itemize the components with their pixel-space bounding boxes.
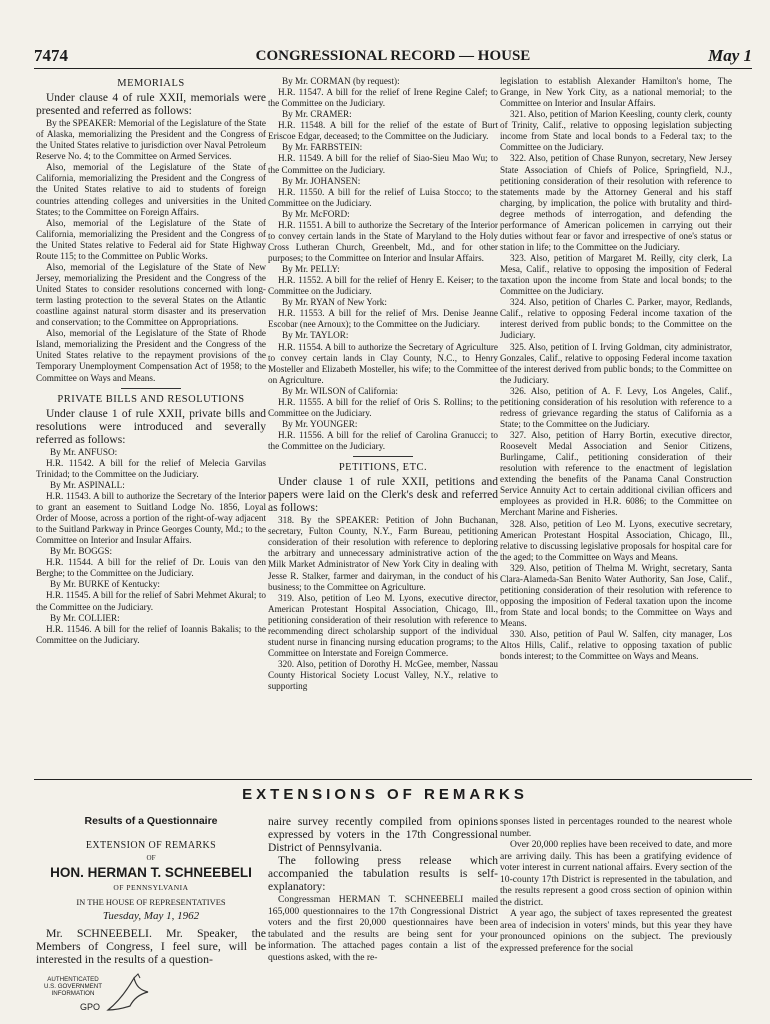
logo-line: INFORMATION: [51, 990, 95, 998]
header-date: May 1: [708, 46, 752, 65]
bill-entry: H.R. 11550. A bill for the relief of Luisa Stocco; to the Committee on the Judiciary.: [268, 186, 498, 208]
press-release-paragraph: sponses listed in percentages rounded to the nearest whole number.: [500, 816, 732, 839]
publication-title: CONGRESSIONAL RECORD — HOUSE: [255, 48, 531, 64]
memorial-paragraph: Also, memorial of the Legislature of the State of Rhode Island, memorializing the President and the Congress of the United States relative to the repayment provisions of the Temporary Unemployment Compensation Act of 1958; to the Committee on Ways and Means.: [36, 328, 266, 383]
page-number: 7474: [34, 46, 68, 65]
extension-title: Results of a Questionnaire: [84, 815, 218, 827]
extension-column-2: [268, 816, 498, 963]
section-divider: [353, 456, 413, 457]
sponsor-line: By Mr. ANFUSO:: [50, 446, 118, 457]
sponsor-line: By Mr. RYAN of New York:: [282, 297, 387, 308]
sponsor-line: By Mr. YOUNGER:: [282, 418, 358, 429]
member-state: OF PENNSYLVANIA: [113, 883, 189, 892]
bill-entry: H.R. 11548. A bill for the relief of the estate of Burt Eriscoe Edgar, deceased; to the Committee on the Judiciary.: [268, 120, 498, 142]
sponsor-line: By Mr. CRAMER:: [282, 109, 352, 120]
petition-entry: 321. Also, petition of Marion Keesling, county clerk, county of Trinity, Calif., relative to opposing legislation subjecting income from State and local bonds to a Federal tax; to the Committee on the Judiciary.: [500, 109, 732, 153]
memorial-paragraph: Also, memorial of the Legislature of the State of New Jersey, memorializing the President and the Congress of the United States to consider resolutions concerned with long-term lasting protection to the several States on the Atlantic coastline against natural storm disaster and its preservation and conservation; to the Committee on Appropriations.: [36, 261, 266, 328]
press-release-paragraph: Congressman HERMAN T. SCHNEEBELI mailed 165,000 questionnaires to the 17th Congressional District voters and the first 20,000 questionnaires have been tabulated and the results are being sent for your information. The attached pages contain a list of the questions asked, with the re-: [268, 894, 498, 963]
extension-of: OF: [146, 854, 156, 862]
petition-entry: 330. Also, petition of Paul W. Salfen, city manager, Los Altos Hills, Calif., relative to opposing taxation of public bonds interest; to the Committee on Ways and Means.: [500, 629, 732, 662]
sponsor-line: By Mr. COLLIER:: [50, 612, 120, 623]
sponsor-line: By Mr. ASPINALL:: [50, 479, 125, 490]
petition-entry: 323. Also, petition of Margaret M. Reilly, city clerk, La Mesa, Calif., relative to opposing the imposition of Federal taxation upon the income from State and local bonds; to the Committee on the Judiciary.: [500, 253, 732, 297]
memorial-paragraph: Also, memorial of the Legislature of the State of California, memorializing the President and the Congress of the United States relative to Federal aid for State Highway Route 115; to the Committee on Public Works.: [36, 217, 266, 261]
extension-date: Tuesday, May 1, 1962: [102, 910, 200, 922]
column-3: [500, 76, 732, 662]
press-release-paragraph: Over 20,000 replies have been received to date, and more are arriving daily. This has been a gratifying evidence of voter interest in current national affairs. Every section of the 10-county 17th District is represented in the tabulation, and the results represent a good cross section of opinion within the district.: [500, 839, 732, 908]
bill-entry: H.R. 11549. A bill for the relief of Siao-Sieu Mao Wu; to the Committee on the Judiciary.: [268, 153, 498, 175]
petitions-intro: Under clause 1 of rule XXII, petitions and papers were laid on the Clerk's desk and referred as follows:: [268, 476, 498, 515]
petition-entry: 329. Also, petition of Thelma M. Wright, secretary, Santa Clara-Alameda-San Benito Water Authority, San Jose, Calif., petitioning consideration of their resolution with reference to opposing the imposition of Federal taxation upon the income from State and local bonds; to the Committee on Ways and Means.: [500, 562, 732, 629]
sponsor-line: By Mr. BOGGS:: [50, 546, 113, 557]
memorials-intro: Under clause 4 of rule XXII, memorials were presented and referred as follows:: [36, 92, 266, 118]
press-release-paragraph: A year ago, the subject of taxes represented the greatest area of indecision in voters' minds, but this year they have pronounced opinions on the subject. The previously expressed preference for the social: [500, 908, 732, 954]
petition-entry: 328. Also, petition of Leo M. Lyons, executive secretary, American Protestant Hospital Association, Chicago, Ill., relative to discussing legislative proposals for hospital care for the aged; to the Committee on Ways and Means.: [500, 518, 732, 562]
bill-entry: H.R. 11547. A bill for the relief of Irene Regine Calef; to the Committee on the Judiciary.: [268, 87, 498, 109]
gpo-mark: GPO: [80, 1002, 101, 1012]
bill-entry: H.R. 11542. A bill for the relief of Melecia Garvilas Trinidad; to the Committee on the Judiciary.: [36, 457, 266, 479]
petition-entry: 319. Also, petition of Leo M. Lyons, executive director, American Protestant Hospital Association, Chicago, Ill., petitioning consideration of their resolution with reference to recommending direct scholarship support of the individual student nurse in financing nursing education programs; to the Committee on Interstate and Foreign Commerce.: [268, 592, 498, 658]
logo-line: U.S. GOVERNMENT: [43, 983, 103, 991]
column-2: [268, 76, 498, 692]
petition-entry: 325. Also, petition of I. Irving Goldman, city administrator, Gonzales, Calif., relative to opposing Federal income taxation of the interest derived from public bonds; to the Committee on the Judiciary.: [500, 341, 732, 385]
extension-paragraph: The following press release which accompanied the tabulation results is self-explanatory:: [268, 855, 498, 893]
header-rule: [34, 68, 752, 69]
bill-entry: H.R. 11554. A bill to authorize the Secretary of Agriculture to convey certain lands in Clay County, N.C., to Henry Mosteller and Elizabeth Mosteller, his wife; to the Committee on Agriculture.: [268, 341, 498, 385]
sponsor-line: By Mr. WILSON of California:: [282, 385, 398, 396]
eagle-icon: [104, 972, 152, 1016]
extension-column-3: [500, 816, 732, 954]
bill-entry: H.R. 11543. A bill to authorize the Secretary of the Interior to grant an easement to Suitland Lodge No. 1856, Loyal Order of Moose, across a portion of the right-of-way adjacent to the Suitland Parkway in Prince Georges County, Md.; to the Committee on Interior and Insular Affairs.: [36, 490, 266, 546]
extensions-rule: [34, 779, 752, 780]
bill-entry: H.R. 11556. A bill for the relief of Carolina Granucci; to the Committee on the Judiciary.: [268, 430, 498, 452]
bill-entry: H.R. 11544. A bill for the relief of Dr. Louis van den Berghe; to the Committee on the Judiciary.: [36, 557, 266, 579]
memorial-paragraph: Also, memorial of the Legislature of the State of California, memorializing the President and the Congress of the United States relative to aid to students of foreign countries attending colleges and universities in the United States; to the Committee on Foreign Affairs.: [36, 162, 266, 217]
sponsor-line: By Mr. CORMAN (by request):: [282, 76, 400, 86]
petition-entry: 322. Also, petition of Chase Runyon, secretary, New Jersey State Association of Chiefs of Police, Springfield, N.J., petitioning consideration of their resolution with reference to statements made by the Attorney General and his staff charging, by implication, the police with brutality and third-degree methods of interrogation, and defending the performance of American policemen in carrying out their duties without fear or favor and irrespective of one's status or station in life; to the Committee on the Judiciary.: [500, 153, 732, 252]
extensions-banner: EXTENSIONS OF REMARKS: [242, 786, 528, 803]
sponsor-line: By Mr. FARBSTEIN:: [282, 142, 363, 153]
chamber-line: IN THE HOUSE OF REPRESENTATIVES: [76, 896, 226, 907]
petition-entry: 318. By the SPEAKER: Petition of John Buchanan, secretary, Fulton County, N.Y., Farm Bureau, petitioning consideration of their resolution with reference to deploring the arbitrary and unnecessary administrative action of the Milk Market Administrator of New York City in dealing with Jesse R. Stalker, farmer and dairyman, in the conduct of his business; to the Committee on Agriculture.: [268, 515, 498, 592]
extension-paragraph: naire survey recently compiled from opinions expressed by voters in the 17th Congressional District of Pennsylvania.: [268, 816, 498, 854]
petition-entry: 327. Also, petition of Harry Bortin, executive director, Roosevelt Medal Association and Senior Citizens, Burlingame, Calif., petitioning consideration of their resolution with reference to the enactment of legislation extending the benefits of the Panama Canal Construction Service Annuity Act to certain additional civilian officers and employees as provided in H.R. 6086; to the Committee on Merchant Marine and Fisheries.: [500, 430, 732, 518]
logo-line: AUTHENTICATED: [47, 976, 99, 983]
sponsor-line: By Mr. McFORD:: [282, 208, 350, 219]
sponsor-line: By Mr. TAYLOR:: [282, 330, 349, 341]
petition-entry: 326. Also, petition of A. F. Levy, Los Angeles, Calif., petitioning consideration of his resolution with reference to a redress of grievance regarding the status of California as a State; to the Committee on the Judiciary.: [500, 385, 732, 429]
memorial-paragraph: By the SPEAKER: Memorial of the Legislature of the State of Alaska, memorializing the President and the Congress of the United States relative to jurisdiction over Naval Petroleum Reserve No. 4; to the Committee on Armed Services.: [36, 118, 266, 162]
sponsor-line: By Mr. BURKE of Kentucky:: [50, 579, 160, 590]
extension-label: EXTENSION OF REMARKS: [85, 839, 217, 851]
bill-entry: H.R. 11545. A bill for the relief of Sabri Mehmet Akural; to the Committee on the Judiciary.: [36, 590, 266, 612]
extension-header-column: [36, 816, 266, 967]
section-divider: [121, 388, 181, 389]
petition-continuation: legislation to establish Alexander Hamilton's home, The Grange, in New York City, as a national memorial; to the Committee on Interior and Insular Affairs.: [500, 76, 732, 109]
column-1: [36, 76, 266, 646]
petition-entry: 324. Also, petition of Charles C. Parker, mayor, Redlands, Calif., relative to opposing Federal income taxation of the interest derived from public bonds; to the Committee on the Judiciary.: [500, 297, 732, 341]
sponsor-line: By Mr. PELLY:: [282, 264, 340, 275]
private-bills-intro: Under clause 1 of rule XXII, private bills and resolutions were introduced and severally referred as follows:: [36, 407, 266, 446]
sponsor-line: By Mr. JOHANSEN:: [282, 175, 361, 186]
bill-entry: H.R. 11553. A bill for the relief of Mrs. Denise Jeanne Escobar (nee Arnoux); to the Committee on the Judiciary.: [268, 308, 498, 330]
member-name: HON. HERMAN T. SCHNEEBELI: [50, 864, 252, 880]
petition-entry: 320. Also, petition of Dorothy H. McGee, member, Nassau County Historical Society Locust Valley, N.Y., relative to supporting: [268, 659, 498, 692]
page-header: [34, 46, 752, 68]
bill-entry: H.R. 11551. A bill to authorize the Secretary of the Interior to convey certain lands in the State of Maryland to the Holy Cross Lutheran Church, Greenbelt, Md., and for other purposes; to the Committee on Interior and Insular Affairs.: [268, 219, 498, 263]
private-bills-heading: PRIVATE BILLS AND RESOLUTIONS: [57, 393, 245, 405]
petitions-heading: PETITIONS, ETC.: [338, 462, 428, 474]
memorials-heading: MEMORIALS: [117, 78, 185, 89]
bill-entry: H.R. 11555. A bill for the relief of Oris S. Rollins; to the Committee on the Judiciary.: [268, 396, 498, 418]
speech-opening: Mr. SCHNEEBELI. Mr. Speaker, the Members of Congress, I feel sure, will be interested in the results of a question-: [36, 925, 266, 967]
bill-entry: H.R. 11546. A bill for the relief of Ioannis Bakalis; to the Committee on the Judiciary.: [36, 623, 266, 645]
gpo-authenticated-logo: [36, 972, 156, 1016]
bill-entry: H.R. 11552. A bill for the relief of Henry E. Keiser; to the Committee on the Judiciary.: [268, 275, 498, 297]
